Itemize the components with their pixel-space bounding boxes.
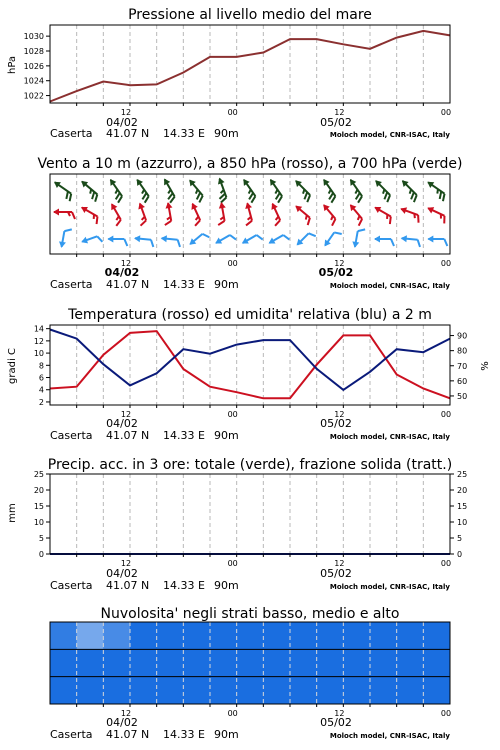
cloud-cell	[157, 677, 184, 705]
cloud-cell	[290, 622, 317, 650]
cloud-cell	[183, 649, 210, 677]
cloud-cell	[397, 622, 424, 650]
cloud-location: Caserta	[50, 728, 93, 741]
y-tick-label: 15	[33, 502, 44, 511]
y-tick-label: 2	[38, 397, 44, 407]
precip-frame	[50, 474, 450, 554]
cloud-cell	[50, 649, 77, 677]
humidity-yticks	[450, 332, 467, 401]
wind-barb	[213, 176, 231, 202]
wind-barb	[370, 178, 394, 202]
wind-barb	[318, 177, 340, 203]
wind-barb	[214, 202, 228, 225]
wind-barb	[186, 201, 205, 225]
x-tick-label: 00	[227, 410, 238, 419]
wind-barb	[238, 177, 260, 203]
temperature-ylabel: gradi C	[7, 348, 18, 384]
cloud-cell	[370, 622, 397, 650]
y-tick-label: 0	[457, 550, 463, 559]
precip-lat: 41.07 N	[106, 579, 150, 592]
wind-barb	[161, 202, 175, 225]
wind-date-1: 04/02	[104, 266, 140, 279]
precip-lon: 14.33 E	[163, 579, 205, 592]
temperature-credit: Moloch model, CNR-ISAC, Italy	[329, 433, 450, 441]
y-tick-label: 0	[38, 550, 44, 559]
cloud-alt: 90m	[214, 728, 239, 741]
x-tick-label: 12	[120, 559, 132, 568]
x-tick-label: 00	[440, 559, 452, 568]
temperature-date-1: 04/02	[106, 417, 138, 430]
cloud-cell	[210, 622, 237, 650]
cloud-cell	[290, 649, 317, 677]
precip-location: Caserta	[50, 579, 93, 592]
wind-barb	[184, 177, 207, 202]
wind-alt: 90m	[214, 278, 239, 291]
precip-panel	[7, 457, 467, 592]
precip-title: Precip. acc. in 3 ore: totale (verde), frazione solida (tratt.)	[47, 457, 453, 473]
wind-barbs	[50, 176, 449, 250]
wind-barb	[131, 177, 153, 203]
y-tick-label: 1026	[23, 61, 44, 71]
wind-barb	[423, 179, 449, 201]
x-tick-label: 12	[120, 709, 132, 718]
temperature-panel	[7, 307, 491, 442]
precip-yticks	[34, 470, 50, 559]
cloud-cell	[263, 622, 290, 650]
wind-title: Vento a 10 m (azzurro), a 850 hPa (rosso), a 700 hPa (verde)	[37, 156, 463, 172]
cloud-cell	[317, 677, 344, 705]
cloud-title: Nuvolosita' negli strati basso, medio e alto	[100, 606, 400, 622]
precip-footer	[50, 579, 450, 592]
y-tick-label: 25	[457, 470, 468, 479]
precip-grid	[77, 474, 424, 554]
pressure-title: Pressione al livello medio del mare	[128, 7, 372, 23]
y-tick-label: 10	[457, 518, 468, 527]
cloud-cell	[343, 649, 370, 677]
cloud-cells	[50, 622, 451, 705]
cloud-cell	[397, 649, 424, 677]
pressure-lat: 41.07 N	[106, 127, 150, 140]
pressure-xticks	[77, 103, 451, 117]
y-tick-label: 25	[33, 470, 44, 479]
pressure-grid	[77, 25, 424, 103]
temperature-title: Temperatura (rosso) ed umidita' relativa (blu) a 2 m	[68, 307, 432, 323]
y-tick-label: 6	[38, 373, 44, 383]
pressure-panel	[7, 7, 451, 140]
wind-barb	[133, 201, 150, 225]
pressure-location: Caserta	[50, 127, 93, 140]
wind-barb	[53, 209, 75, 220]
wind-barb	[105, 202, 125, 226]
precip-ylabel: mm	[7, 503, 18, 523]
cloud-cell	[237, 649, 264, 677]
y-tick-label: 14	[33, 324, 44, 334]
wind-location: Caserta	[50, 278, 93, 291]
y-tick-label: 5	[457, 534, 463, 543]
x-tick-label: 12	[334, 108, 345, 117]
cloud-cell	[183, 622, 210, 650]
wind-date-2: 05/02	[318, 266, 354, 279]
wind-barb	[77, 178, 102, 201]
x-tick-label: 12	[334, 709, 345, 718]
y-tick-label: 1028	[23, 47, 44, 56]
cloud-cell	[157, 649, 184, 677]
cloud-cell	[317, 649, 344, 677]
x-tick-label: 12	[334, 410, 345, 419]
cloud-cell	[130, 677, 157, 705]
wind-barb	[158, 177, 179, 203]
x-tick-label: 12	[120, 108, 132, 117]
cloud-cell	[343, 677, 370, 705]
cloud-footer	[50, 728, 450, 741]
pressure-date-2: 05/02	[320, 116, 352, 129]
wind-barb	[374, 236, 394, 247]
cloud-cell	[290, 677, 317, 705]
wind-barb	[397, 178, 421, 202]
y-tick-label: 60	[457, 376, 468, 386]
pressure-lon: 14.33 E	[163, 127, 205, 140]
wind-barb	[290, 178, 314, 202]
wind-barb	[424, 205, 448, 224]
cloud-date-1: 04/02	[106, 716, 138, 729]
wind-barb	[351, 228, 365, 250]
y-tick-label: 20	[457, 486, 468, 495]
pressure-footer	[50, 127, 450, 140]
y-tick-label: 1024	[23, 76, 44, 86]
cloud-cell	[423, 649, 450, 677]
cloud-cell	[263, 677, 290, 705]
cloud-cell	[183, 677, 210, 705]
wind-barb	[267, 230, 290, 249]
precip-date-2: 05/02	[320, 567, 352, 580]
cloud-cell	[50, 622, 77, 650]
cloud-cell	[210, 649, 237, 677]
wind-barb	[80, 232, 102, 249]
wind-lat: 41.07 N	[106, 278, 150, 291]
wind-barb	[322, 228, 342, 250]
cloud-cell	[50, 677, 77, 705]
y-tick-label: 4	[38, 385, 44, 395]
humidity-ylabel: %	[480, 361, 491, 371]
cloud-cell	[370, 677, 397, 705]
y-tick-label: 10	[33, 349, 44, 359]
precip-date-1: 04/02	[106, 567, 138, 580]
wind-barb	[240, 201, 256, 225]
y-tick-label: 20	[33, 486, 44, 495]
pressure-credit: Moloch model, CNR-ISAC, Italy	[329, 131, 450, 139]
cloud-cell	[397, 677, 424, 705]
x-tick-label: 00	[440, 108, 452, 117]
wind-barb	[107, 236, 127, 247]
wind-barb	[58, 228, 72, 250]
x-tick-label: 00	[227, 709, 238, 718]
y-tick-label: 12	[33, 336, 44, 346]
cloud-cell	[317, 622, 344, 650]
temperature-yticks	[34, 325, 50, 407]
temperature-series-line	[50, 331, 450, 398]
wind-barb	[266, 201, 285, 225]
precip-yticks-right	[450, 470, 467, 559]
wind-barb	[133, 235, 154, 247]
pressure-date-1: 04/02	[106, 116, 138, 129]
x-tick-label: 12	[120, 410, 132, 419]
cloud-cell	[210, 677, 237, 705]
temperature-footer	[50, 429, 450, 442]
y-tick-label: 80	[457, 346, 468, 356]
temperature-lon: 14.33 E	[163, 429, 205, 442]
temperature-location: Caserta	[50, 429, 93, 442]
wind-barb	[345, 202, 367, 226]
wind-footer	[50, 278, 450, 291]
y-tick-label: 50	[457, 391, 468, 401]
cloud-cell	[237, 677, 264, 705]
cloud-cell	[343, 622, 370, 650]
y-tick-label: 70	[457, 361, 468, 371]
cloud-panel	[50, 606, 451, 741]
cloud-cell	[103, 649, 130, 677]
cloud-cell	[130, 649, 157, 677]
wind-barb	[50, 179, 76, 201]
wind-barb	[371, 204, 395, 224]
precip-alt: 90m	[214, 579, 239, 592]
wind-barb	[398, 205, 422, 222]
wind-barb	[400, 235, 421, 247]
wind-barb	[344, 177, 366, 203]
pressure-yticks	[24, 32, 50, 100]
cloud-cell	[77, 622, 104, 650]
x-tick-label: 00	[227, 108, 238, 117]
precip-credit: Moloch model, CNR-ISAC, Italy	[329, 583, 450, 591]
cloud-cell	[103, 677, 130, 705]
temperature-date-2: 05/02	[320, 417, 352, 430]
y-tick-label: 90	[457, 331, 468, 341]
pressure-ylabel: hPa	[7, 55, 18, 75]
cloud-cell	[423, 677, 450, 705]
wind-barb	[240, 230, 263, 249]
x-tick-label: 00	[440, 410, 452, 419]
cloud-cell	[263, 649, 290, 677]
wind-barb	[264, 177, 286, 203]
x-tick-label: 00	[227, 559, 238, 568]
pressure-frame	[50, 25, 450, 103]
pressure-alt: 90m	[214, 127, 239, 140]
wind-barb	[213, 230, 236, 249]
wind-barb	[427, 236, 447, 247]
wind-barb	[78, 204, 102, 224]
y-tick-label: 5	[38, 534, 44, 543]
x-tick-label: 12	[334, 259, 345, 268]
y-tick-label: 10	[33, 518, 44, 527]
x-tick-label: 00	[227, 259, 238, 268]
cloud-lon: 14.33 E	[163, 728, 205, 741]
cloud-credit: Moloch model, CNR-ISAC, Italy	[329, 732, 450, 740]
humidity-series-line	[50, 330, 450, 390]
x-tick-label: 12	[334, 559, 345, 568]
wind-lon: 14.33 E	[163, 278, 205, 291]
precip-xticks	[77, 554, 451, 568]
wind-credit: Moloch model, CNR-ISAC, Italy	[329, 282, 450, 290]
x-tick-label: 12	[120, 259, 132, 268]
temperature-lat: 41.07 N	[106, 429, 150, 442]
wind-barb	[160, 235, 181, 247]
wind-panel	[37, 156, 462, 291]
x-tick-label: 00	[440, 709, 452, 718]
cloud-cell	[77, 649, 104, 677]
cloud-cell	[370, 649, 397, 677]
x-tick-label: 00	[440, 259, 452, 268]
y-tick-label: 1030	[23, 32, 44, 42]
cloud-cell	[237, 622, 264, 650]
cloud-cell	[130, 622, 157, 650]
cloud-cell	[423, 622, 450, 650]
pressure-series-line	[50, 31, 450, 102]
cloud-date-2: 05/02	[320, 716, 352, 729]
cloud-cell	[157, 622, 184, 650]
wind-barb	[294, 229, 316, 251]
wind-barb	[318, 202, 340, 226]
y-tick-label: 8	[38, 361, 44, 371]
cloud-cell	[103, 622, 130, 650]
y-tick-label: 1022	[23, 91, 44, 101]
y-tick-label: 15	[457, 502, 468, 511]
wind-barb	[187, 229, 209, 250]
wind-barb	[104, 177, 126, 203]
cloud-cell	[77, 677, 104, 705]
wind-barb	[291, 203, 315, 225]
cloud-lat: 41.07 N	[106, 728, 150, 741]
temperature-alt: 90m	[214, 429, 239, 442]
